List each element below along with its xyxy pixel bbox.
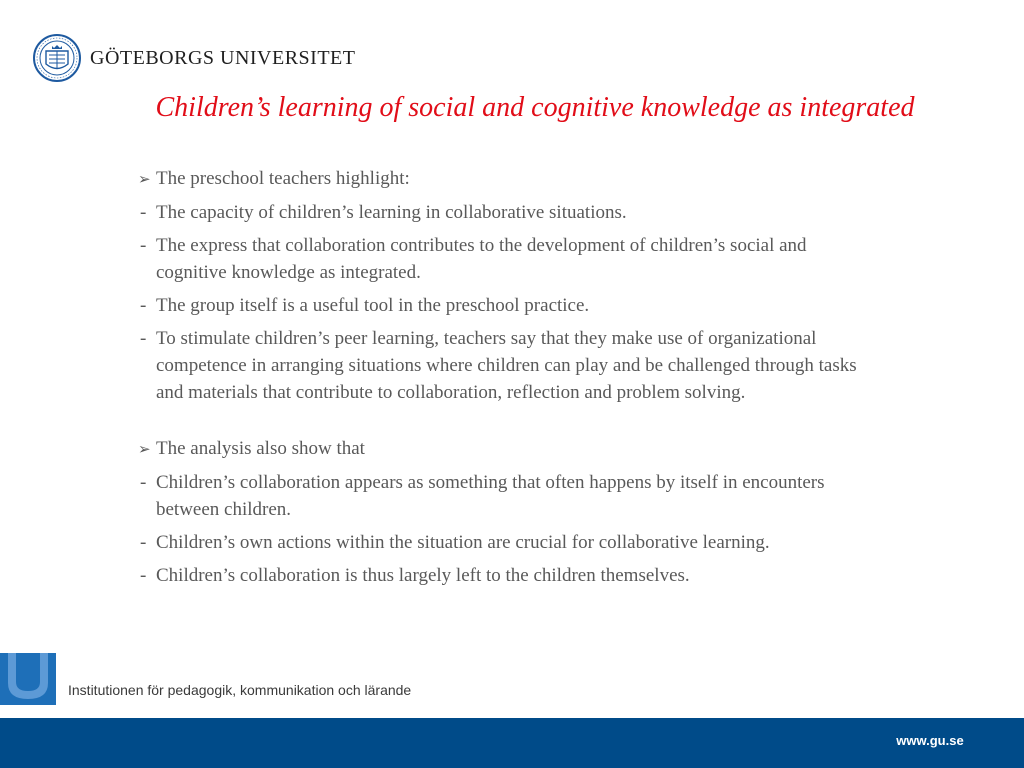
- section-heading-row: [138, 435, 878, 463]
- section-heading-row: [138, 165, 878, 193]
- section-analysis: [138, 435, 878, 589]
- list-item-text: The capacity of children’s learning in collaborative situations.: [156, 202, 627, 223]
- section-heading: The analysis also show that: [156, 438, 365, 459]
- gu-u-logo-icon: [0, 653, 56, 705]
- list-item-text: To stimulate children’s peer learning, teachers say that they make use of organizational competence in arranging situations where children can play and be challenged through tasks and materials that contribute to collaboration, reflection and problem solving.: [156, 328, 857, 403]
- section-teachers-highlight: [138, 165, 878, 406]
- slide-content: [138, 165, 878, 595]
- list-item: [138, 469, 878, 523]
- section-heading: The preschool teachers highlight:: [156, 168, 410, 189]
- dash-marker: -: [140, 202, 147, 223]
- arrow-bullet-icon: ➢: [138, 440, 151, 458]
- dash-marker: -: [140, 532, 147, 553]
- dash-marker: -: [140, 565, 147, 586]
- list-item-text: The express that collaboration contributes to the development of children’s social and cognitive knowledge as integrated.: [156, 235, 807, 283]
- list-item-text: Children’s collaboration appears as something that often happens by itself in encounters between children.: [156, 472, 825, 520]
- department-name: Institutionen för pedagogik, kommunikation och lärande: [68, 682, 412, 698]
- arrow-bullet-icon: ➢: [138, 170, 151, 188]
- list-item-text: The group itself is a useful tool in the preschool practice.: [156, 295, 590, 316]
- slide-title: Children’s learning of social and cognitive knowledge as integrated: [155, 92, 915, 123]
- dash-marker: -: [140, 328, 147, 349]
- footer-bar: [0, 718, 1024, 768]
- list-item-text: Children’s own actions within the situation are crucial for collaborative learning.: [156, 532, 770, 553]
- dash-marker: -: [140, 295, 147, 316]
- bullet-list: [138, 199, 878, 406]
- university-seal-icon: [32, 33, 82, 83]
- website-link[interactable]: www.gu.se: [896, 733, 964, 748]
- dash-marker: -: [140, 235, 147, 256]
- list-item-text: Children’s collaboration is thus largely left to the children themselves.: [156, 565, 690, 586]
- list-item: [138, 529, 878, 556]
- header: [32, 33, 356, 83]
- list-item: [138, 232, 878, 286]
- list-item: [138, 562, 878, 589]
- list-item: [138, 325, 878, 406]
- dash-marker: -: [140, 472, 147, 493]
- bullet-list: [138, 469, 878, 589]
- list-item: [138, 199, 878, 226]
- university-name: GÖTEBORGS UNIVERSITET: [90, 46, 356, 69]
- list-item: [138, 292, 878, 319]
